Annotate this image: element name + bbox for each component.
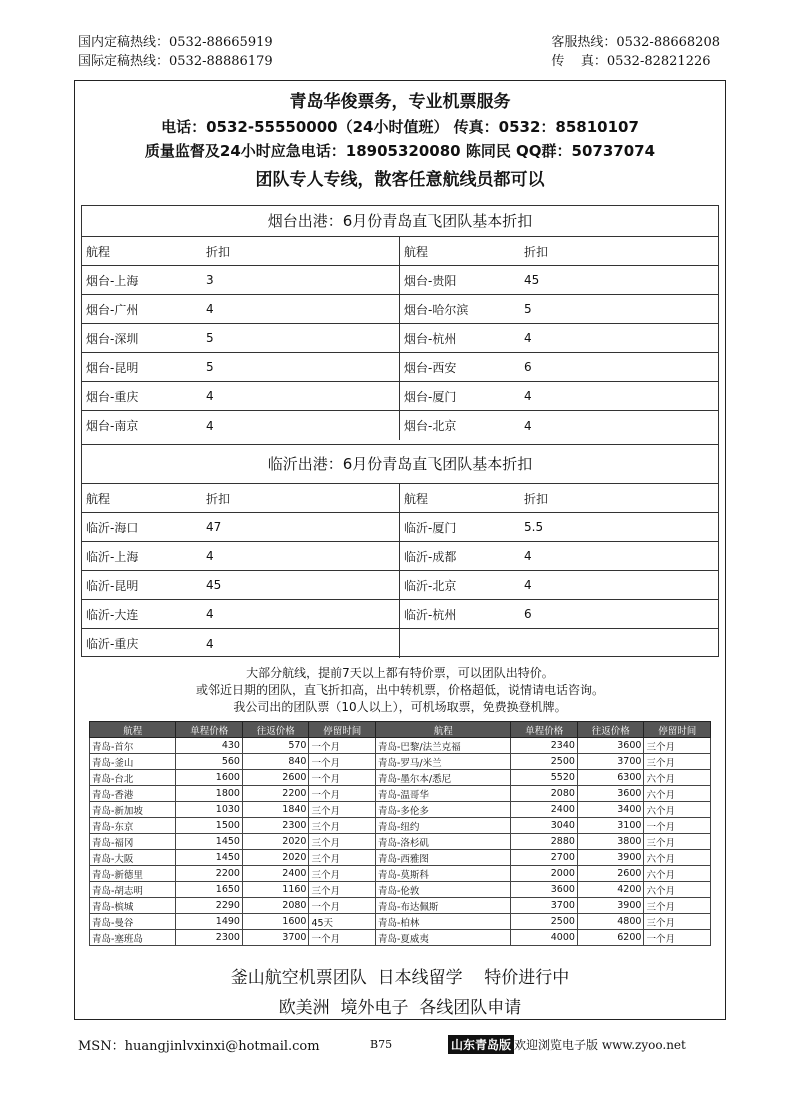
oneway-price: 1450 xyxy=(176,850,243,866)
route: 青岛-新加坡 xyxy=(90,802,176,818)
roundtrip-price: 3700 xyxy=(242,930,309,946)
col-route-label: 航程 xyxy=(86,244,111,259)
discount: 4 xyxy=(524,578,532,592)
discount: 4 xyxy=(524,331,532,345)
stay-duration: 三个月 xyxy=(309,802,376,818)
linyi-discount-table xyxy=(81,445,719,657)
intl-hotline: 国际定稿热线：0532-88886179 xyxy=(78,54,273,69)
route: 青岛-釜山 xyxy=(90,754,176,770)
price-col-header: 单程价格 xyxy=(176,722,243,738)
ad-slogan: 团队专人专线，散客任意航线员都可以 xyxy=(255,170,545,190)
roundtrip-price: 3600 xyxy=(577,738,644,754)
roundtrip-price: 6200 xyxy=(577,930,644,946)
ad-emergency: 质量监督及24小时应急电话：18905320080 陈同民 QQ群：50737074 xyxy=(144,142,656,160)
route: 临沂-海口 xyxy=(86,520,139,535)
discount: 4 xyxy=(206,418,214,433)
price-table-header xyxy=(90,722,711,738)
linyi-right-column xyxy=(400,484,718,658)
route: 临沂-成都 xyxy=(404,549,457,564)
oneway-price: 4000 xyxy=(511,930,578,946)
stay-duration: 三个月 xyxy=(644,738,711,754)
roundtrip-price: 1600 xyxy=(242,914,309,930)
stay-duration: 三个月 xyxy=(309,866,376,882)
route: 青岛-东京 xyxy=(90,818,176,834)
stay-duration: 三个月 xyxy=(309,834,376,850)
stay-duration: 一个月 xyxy=(309,738,376,754)
discount: 4 xyxy=(524,389,532,403)
roundtrip-price: 2300 xyxy=(242,818,309,834)
roundtrip-price: 1840 xyxy=(242,802,309,818)
table-row xyxy=(90,786,711,802)
col-discount-label: 折扣 xyxy=(524,491,549,506)
stay-duration: 三个月 xyxy=(644,754,711,770)
header-left xyxy=(78,33,273,71)
yantai-discount-table xyxy=(81,205,719,445)
price-col-header: 航程 xyxy=(90,722,176,738)
oneway-price: 430 xyxy=(176,738,243,754)
route: 青岛-台北 xyxy=(90,770,176,786)
oneway-price: 5520 xyxy=(511,770,578,786)
col-discount-label: 折扣 xyxy=(524,244,549,259)
route: 青岛-福冈 xyxy=(90,834,176,850)
oneway-price: 2080 xyxy=(511,786,578,802)
service-hotline: 客服热线：0532-88668208 xyxy=(551,35,720,50)
oneway-price: 560 xyxy=(176,754,243,770)
header-right xyxy=(551,33,720,71)
roundtrip-price: 1160 xyxy=(242,882,309,898)
price-col-header: 停留时间 xyxy=(644,722,711,738)
stay-duration: 一个月 xyxy=(309,770,376,786)
col-route-label: 航程 xyxy=(404,491,429,506)
table-row xyxy=(90,754,711,770)
route: 青岛-多伦多 xyxy=(375,802,510,818)
discount: 3 xyxy=(206,273,214,287)
price-table-body xyxy=(90,738,711,946)
roundtrip-price: 3900 xyxy=(577,898,644,914)
table-row xyxy=(90,882,711,898)
col-route-label: 航程 xyxy=(86,491,111,506)
discount: 6 xyxy=(524,360,532,374)
discount: 4 xyxy=(206,636,214,651)
roundtrip-price: 2200 xyxy=(242,786,309,802)
oneway-price: 3700 xyxy=(511,898,578,914)
promo-line: 釜山航空机票团队 日本线留学 特价进行中 xyxy=(230,968,570,988)
ad-frame xyxy=(74,80,726,1020)
oneway-price: 1800 xyxy=(176,786,243,802)
oneway-price: 1030 xyxy=(176,802,243,818)
route: 临沂-昆明 xyxy=(86,578,139,593)
route: 青岛-槟城 xyxy=(90,898,176,914)
oneway-price: 1600 xyxy=(176,770,243,786)
discount: 45 xyxy=(524,273,540,287)
oneway-price: 2880 xyxy=(511,834,578,850)
roundtrip-price: 570 xyxy=(242,738,309,754)
stay-duration: 六个月 xyxy=(644,882,711,898)
route: 青岛-塞班岛 xyxy=(90,930,176,946)
oneway-price: 1490 xyxy=(176,914,243,930)
discount: 5.5 xyxy=(524,520,544,534)
stay-duration: 三个月 xyxy=(309,850,376,866)
discount: 5 xyxy=(206,360,214,374)
stay-duration: 一个月 xyxy=(309,786,376,802)
ad-title: 青岛华俊票务，专业机票服务 xyxy=(289,92,511,112)
page-footer xyxy=(78,1035,698,1054)
oneway-price: 2500 xyxy=(511,754,578,770)
stay-duration: 三个月 xyxy=(644,898,711,914)
yantai-title: 烟台出港：6月份青岛直飞团队基本折扣 xyxy=(82,206,718,237)
oneway-price: 2300 xyxy=(176,930,243,946)
table-row xyxy=(90,850,711,866)
table-row xyxy=(90,866,711,882)
route: 青岛-曼谷 xyxy=(90,914,176,930)
notes xyxy=(75,665,725,716)
route: 青岛-罗马/米兰 xyxy=(375,754,510,770)
route: 青岛-柏林 xyxy=(375,914,510,930)
route: 临沂-上海 xyxy=(86,549,139,564)
oneway-price: 2290 xyxy=(176,898,243,914)
roundtrip-price: 6300 xyxy=(577,770,644,786)
oneway-price: 2340 xyxy=(511,738,578,754)
note-line: 我公司出的团队票（10人以上），可机场取票，免费换登机牌。 xyxy=(233,700,567,714)
route: 青岛-洛杉矶 xyxy=(375,834,510,850)
route: 烟台-哈尔滨 xyxy=(404,302,469,317)
roundtrip-price: 3400 xyxy=(577,802,644,818)
roundtrip-price: 4200 xyxy=(577,882,644,898)
fax-number: 传 真：0532-82821226 xyxy=(551,54,711,69)
route: 烟台-南京 xyxy=(86,419,139,433)
discount: 4 xyxy=(524,418,532,433)
col-route-label: 航程 xyxy=(404,244,429,259)
route: 青岛-伦敦 xyxy=(375,882,510,898)
route: 青岛-新德里 xyxy=(90,866,176,882)
international-price-table xyxy=(89,721,711,946)
roundtrip-price: 3700 xyxy=(577,754,644,770)
oneway-price: 2400 xyxy=(511,802,578,818)
route: 青岛-纽约 xyxy=(375,818,510,834)
roundtrip-price: 2600 xyxy=(242,770,309,786)
msn-contact: MSN：huangjinlvxinxi@hotmail.com xyxy=(78,1039,320,1054)
stay-duration: 六个月 xyxy=(644,786,711,802)
website-link[interactable]: 欢迎浏览电子版 www.zyoo.net xyxy=(514,1038,686,1052)
stay-duration: 六个月 xyxy=(644,866,711,882)
route: 青岛-巴黎/法兰克福 xyxy=(375,738,510,754)
route: 青岛-夏威夷 xyxy=(375,930,510,946)
roundtrip-price: 2400 xyxy=(242,866,309,882)
route: 青岛-莫斯科 xyxy=(375,866,510,882)
route: 青岛-大阪 xyxy=(90,850,176,866)
stay-duration: 三个月 xyxy=(644,834,711,850)
table-row xyxy=(90,834,711,850)
route: 青岛-西雅图 xyxy=(375,850,510,866)
discount: 5 xyxy=(206,331,214,345)
route: 青岛-温哥华 xyxy=(375,786,510,802)
route: 烟台-广州 xyxy=(86,302,139,317)
edition-badge: 山东青岛版 xyxy=(448,1035,514,1054)
col-discount-label: 折扣 xyxy=(206,491,231,506)
stay-duration: 一个月 xyxy=(644,930,711,946)
discount: 6 xyxy=(524,607,532,621)
roundtrip-price: 3900 xyxy=(577,850,644,866)
stay-duration: 三个月 xyxy=(309,882,376,898)
stay-duration: 六个月 xyxy=(644,850,711,866)
discount: 4 xyxy=(206,549,214,563)
table-row xyxy=(90,770,711,786)
oneway-price: 1450 xyxy=(176,834,243,850)
oneway-price: 3040 xyxy=(511,818,578,834)
note-line: 或邻近日期的团队，直飞折扣高，出中转机票，价格超低，说情请电话咨询。 xyxy=(195,683,604,697)
oneway-price: 2500 xyxy=(511,914,578,930)
route: 青岛-胡志明 xyxy=(90,882,176,898)
discount: 47 xyxy=(206,520,222,534)
discount: 5 xyxy=(524,302,532,316)
table-row xyxy=(90,930,711,946)
table-row xyxy=(90,802,711,818)
roundtrip-price: 3600 xyxy=(577,786,644,802)
table-row xyxy=(90,898,711,914)
route: 临沂-北京 xyxy=(404,578,457,593)
oneway-price: 1500 xyxy=(176,818,243,834)
oneway-price: 2000 xyxy=(511,866,578,882)
stay-duration: 一个月 xyxy=(309,754,376,770)
roundtrip-price: 4800 xyxy=(577,914,644,930)
route: 青岛-墨尔本/悉尼 xyxy=(375,770,510,786)
oneway-price: 2700 xyxy=(511,850,578,866)
route: 烟台-贵阳 xyxy=(404,273,457,288)
col-discount-label: 折扣 xyxy=(206,244,231,259)
route: 烟台-上海 xyxy=(86,273,139,288)
stay-duration: 45天 xyxy=(309,914,376,930)
table-row xyxy=(90,914,711,930)
stay-duration: 一个月 xyxy=(309,898,376,914)
table-row xyxy=(90,818,711,834)
discount: 4 xyxy=(206,389,214,403)
oneway-price: 3600 xyxy=(511,882,578,898)
stay-duration: 六个月 xyxy=(644,802,711,818)
bottom-promo xyxy=(75,963,725,1023)
stay-duration: 三个月 xyxy=(309,818,376,834)
roundtrip-price: 2020 xyxy=(242,834,309,850)
route: 烟台-西安 xyxy=(404,360,457,375)
promo-line: 欧美洲 境外电子 各线团队申请 xyxy=(278,998,522,1018)
table-row xyxy=(90,738,711,754)
page-number: B75 xyxy=(370,1038,393,1051)
linyi-title: 临沂出港：6月份青岛直飞团队基本折扣 xyxy=(82,445,718,484)
route: 青岛-布达佩斯 xyxy=(375,898,510,914)
price-col-header: 停留时间 xyxy=(309,722,376,738)
ad-header xyxy=(75,89,725,195)
roundtrip-price: 2080 xyxy=(242,898,309,914)
discount: 4 xyxy=(206,302,214,316)
roundtrip-price: 3100 xyxy=(577,818,644,834)
ad-phone: 电话：0532-55550000（24小时值班） 传真：0532：85810107 xyxy=(161,118,639,136)
route: 临沂-大连 xyxy=(86,607,139,622)
roundtrip-price: 2600 xyxy=(577,866,644,882)
price-col-header: 往返价格 xyxy=(577,722,644,738)
roundtrip-price: 2020 xyxy=(242,850,309,866)
note-line: 大部分航线，提前7天以上都有特价票，可以团队出特价。 xyxy=(246,666,554,680)
roundtrip-price: 840 xyxy=(242,754,309,770)
discount: 4 xyxy=(206,607,214,621)
oneway-price: 1650 xyxy=(176,882,243,898)
oneway-price: 2200 xyxy=(176,866,243,882)
price-col-header: 单程价格 xyxy=(511,722,578,738)
yantai-right-column xyxy=(400,237,718,440)
linyi-left-column xyxy=(82,484,400,658)
discount: 4 xyxy=(524,549,532,563)
route: 烟台-深圳 xyxy=(86,331,139,346)
route: 青岛-香港 xyxy=(90,786,176,802)
route: 临沂-重庆 xyxy=(86,637,139,651)
roundtrip-price: 3800 xyxy=(577,834,644,850)
route: 烟台-重庆 xyxy=(86,389,139,404)
route: 临沂-杭州 xyxy=(404,607,457,622)
route: 烟台-杭州 xyxy=(404,331,457,346)
price-col-header: 往返价格 xyxy=(242,722,309,738)
stay-duration: 一个月 xyxy=(309,930,376,946)
stay-duration: 一个月 xyxy=(644,818,711,834)
route: 烟台-昆明 xyxy=(86,360,139,375)
route: 临沂-厦门 xyxy=(404,520,457,535)
yantai-left-column xyxy=(82,237,400,440)
price-col-header: 航程 xyxy=(375,722,510,738)
route: 青岛-首尔 xyxy=(90,738,176,754)
stay-duration: 六个月 xyxy=(644,770,711,786)
route: 烟台-北京 xyxy=(404,419,457,433)
discount: 45 xyxy=(206,578,222,592)
stay-duration: 三个月 xyxy=(644,914,711,930)
domestic-hotline: 国内定稿热线：0532-88665919 xyxy=(78,35,273,50)
route: 烟台-厦门 xyxy=(404,389,457,404)
